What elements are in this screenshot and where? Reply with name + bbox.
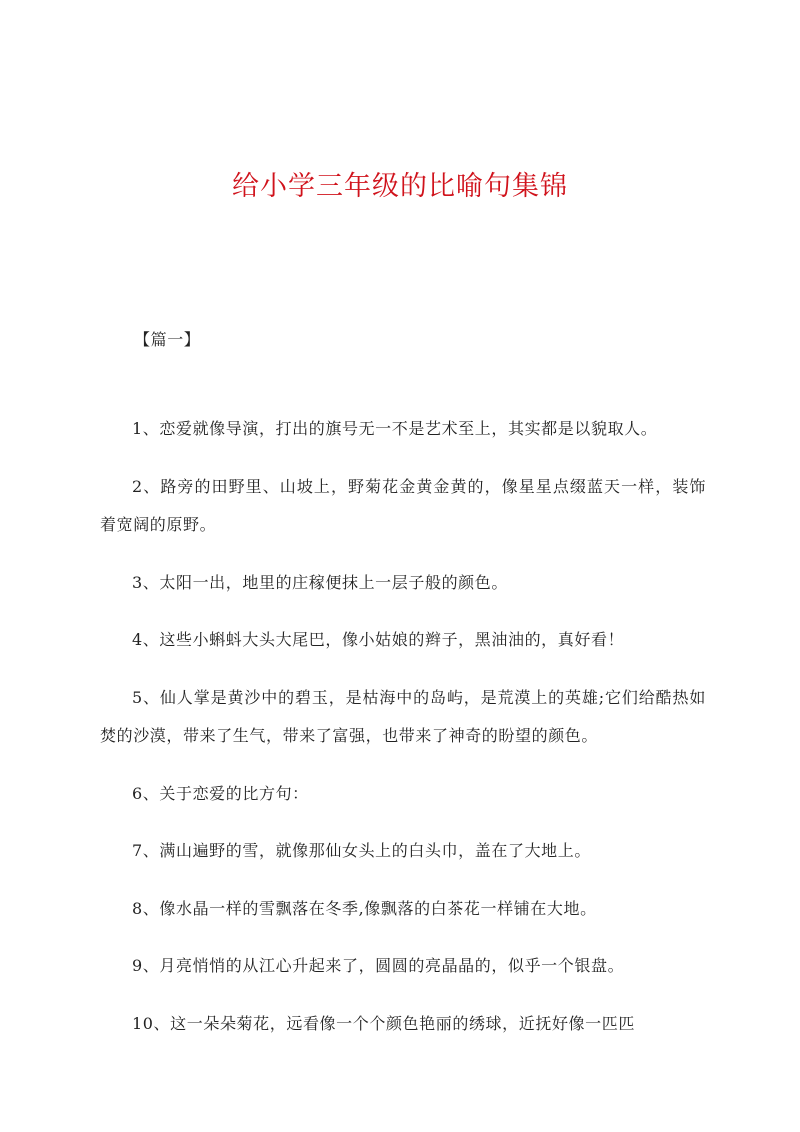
paragraph: 6、关于恋爱的比方句： bbox=[132, 783, 309, 803]
paragraph: 8、像水晶一样的雪飘落在冬季,像飘落的白茶花一样铺在大地。 bbox=[132, 898, 597, 918]
paragraph: 10、这一朵朵菊花，远看像一个个颜色艳丽的绣球，近抚好像一匹匹 bbox=[132, 1013, 635, 1033]
page-title: 给小学三年级的比喻句集锦 bbox=[232, 171, 568, 202]
paragraph: 1、恋爱就像导演，打出的旗号无一不是艺术至上，其实都是以貌取人。 bbox=[132, 419, 658, 438]
paragraph: 4、这些小蝌蚪大头大尾巴，像小姑娘的辫子，黑油油的，真好看！ bbox=[132, 630, 625, 649]
paragraph: 3、太阳一出，地里的庄稼便抹上一层子般的颜色。 bbox=[132, 572, 508, 592]
paragraph: 9、月亮悄悄的从江心升起来了，圆圆的亮晶晶的，似乎一个银盘。 bbox=[132, 956, 625, 975]
section-heading: 【篇一】 bbox=[134, 330, 201, 349]
paragraph-list bbox=[100, 410, 706, 1062]
paragraph: 7、满山遍野的雪，就像那仙女头上的白头巾，盖在了大地上。 bbox=[132, 841, 591, 860]
paragraph: 5、仙人掌是黄沙中的碧玉，是枯海中的岛屿，是荒漠上的英雄;它们给酷热如焚的沙漠，带来了生气，带来了富强，也带来了神奇的盼望的颜色。 bbox=[100, 687, 706, 745]
paragraph: 2、路旁的田野里、山坡上，野菊花金黄金黄的，像星星点缀蓝天一样，装饰着宽阔的原野。 bbox=[100, 476, 706, 534]
